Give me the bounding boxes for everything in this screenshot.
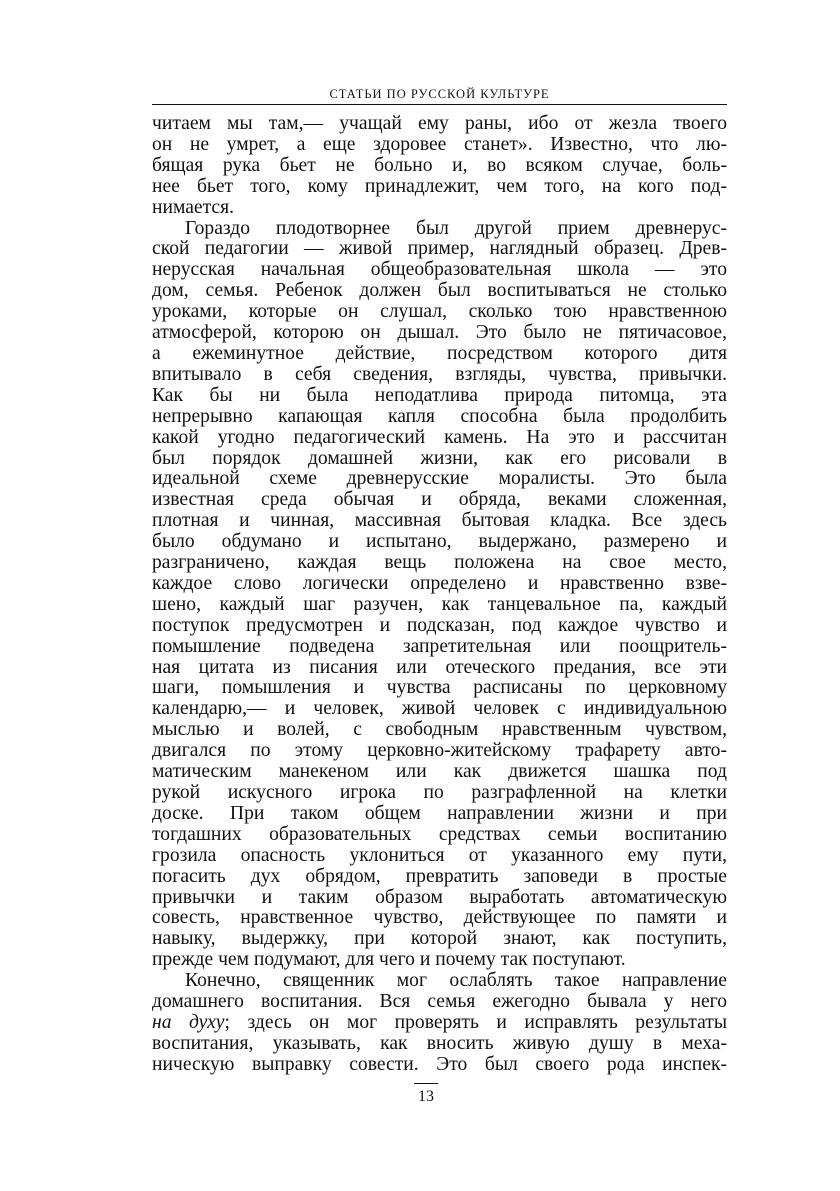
text-line: тогдашних образовательных средствах семьи воспитанию (152, 823, 727, 845)
paragraph-2 (152, 219, 727, 972)
text-fragment: ; здесь он мог проверять и исправлять результаты (224, 1011, 727, 1033)
text-line: ническую выправку совести. Это был своего рода инспек- (152, 1053, 727, 1075)
text-line: нее бьет того, кому принадлежит, чем того, на кого под- (152, 175, 727, 197)
page-number: 13 (418, 1088, 434, 1105)
text-line: Как бы ни была неподатлива природа питомца, эта (152, 384, 727, 406)
text-line: разграничено, каждая вещь положена на свое место, (152, 552, 727, 574)
text-line: какой угодно педагогический камень. На это и рассчитан (152, 426, 727, 448)
text-line: был порядок домашней жизни, как его рисовали в (152, 447, 727, 469)
text-line: шаги, помышления и чувства расписаны по церковному (152, 677, 727, 699)
text-line: календарю,— и человек, живой человек с индивидуальною (152, 698, 727, 720)
text-line: каждое слово логически определено и нравственно взве- (152, 572, 727, 594)
paragraph-1 (152, 114, 727, 219)
text-line: мыслью и волей, с свободным нравственным чувством, (152, 719, 727, 741)
text-line: грозила опасность уклониться от указанного ему пути, (152, 844, 727, 866)
italic-phrase: на духу (152, 1011, 225, 1033)
text-line: совесть, нравственное чувство, действующее по памяти и (152, 907, 727, 929)
text-line: уроками, которые он слушал, сколько тою нравственною (152, 301, 727, 323)
header-rule (152, 104, 727, 105)
page-number-rule (414, 1083, 438, 1084)
text-line: навыку, выдержку, при которой знают, как поступить, (152, 928, 727, 950)
text-line: поступок предусмотрен и подсказан, под каждое чувство и (152, 614, 727, 636)
text-line: было обдумано и испытано, выдержано, размерено и (152, 531, 727, 553)
text-line: рукой искусного игрока по разграфленной на клетки (152, 782, 727, 803)
paragraph-3 (152, 971, 727, 1076)
text-line: матическим манекеном или как движется шашка под (152, 761, 727, 783)
text-line: нимается. (152, 196, 235, 218)
text-line: шено, каждый шаг разучен, как танцевальное па, каждый (152, 593, 727, 615)
text-line: ской педагогии — живой пример, наглядный образец. Древ- (152, 238, 727, 260)
text-line: домашнего воспитания. Вся семья ежегодно бывала у него (152, 991, 727, 1013)
text-line: Конечно, священник мог ослаблять такое направление (185, 970, 727, 992)
body-text (152, 114, 727, 1076)
text-line: воспитания, указывать, как вносить живую душу в меха- (152, 1032, 727, 1054)
text-line: погасить дух обрядом, превратить заповеди в простые (152, 865, 727, 887)
text-line: непрерывно капающая капля способна была продолбить (152, 405, 727, 427)
text-line: известная среда обычая и обряда, веками сложенная, (152, 489, 727, 511)
text-line: доске. При таком общем направлении жизни и при (152, 802, 727, 824)
running-head: СТАТЬИ ПО РУССКОЙ КУЛЬТУРЕ (329, 87, 550, 101)
text-line: атмосферой, которою он дышал. Это было не пятичасовое, (152, 322, 727, 344)
text-line: нерусская начальная общеобразовательная школа — это (152, 259, 727, 281)
text-line: двигался по этому церковно-житейскому трафарету авто- (152, 740, 727, 762)
text-line: прежде чем подумают, для чего и почему так поступают. (152, 949, 626, 971)
text-line: читаем мы там,— учащай ему раны, ибо от жезла твоего (152, 113, 727, 134)
text-line: впитывало в себя сведения, взгляды, чувства, привычки. (152, 363, 727, 385)
text-line (152, 1013, 727, 1034)
text-line: бящая рука бьет не больно и, во всяком случае, боль- (152, 154, 727, 176)
text-line: ная цитата из писания или отеческого предания, все эти (152, 656, 727, 678)
text-line: дом, семья. Ребенок должен был воспитываться не столько (152, 280, 727, 302)
text-line: привычки и таким образом выработать автоматическую (152, 886, 727, 908)
text-line: Гораздо плодотворнее был другой прием древнерус- (185, 217, 727, 239)
text-line: идеальной схеме древнерусские моралисты. Это была (152, 468, 727, 490)
text-line: а ежеминутное действие, посредством которого дитя (152, 342, 727, 364)
text-line: помышление подведена запретительная или поощритель- (152, 635, 727, 657)
text-line: плотная и чинная, массивная бытовая кладка. Все здесь (152, 510, 727, 532)
text-line: он не умрет, а еще здоровее станет». Известно, что лю- (152, 133, 727, 155)
